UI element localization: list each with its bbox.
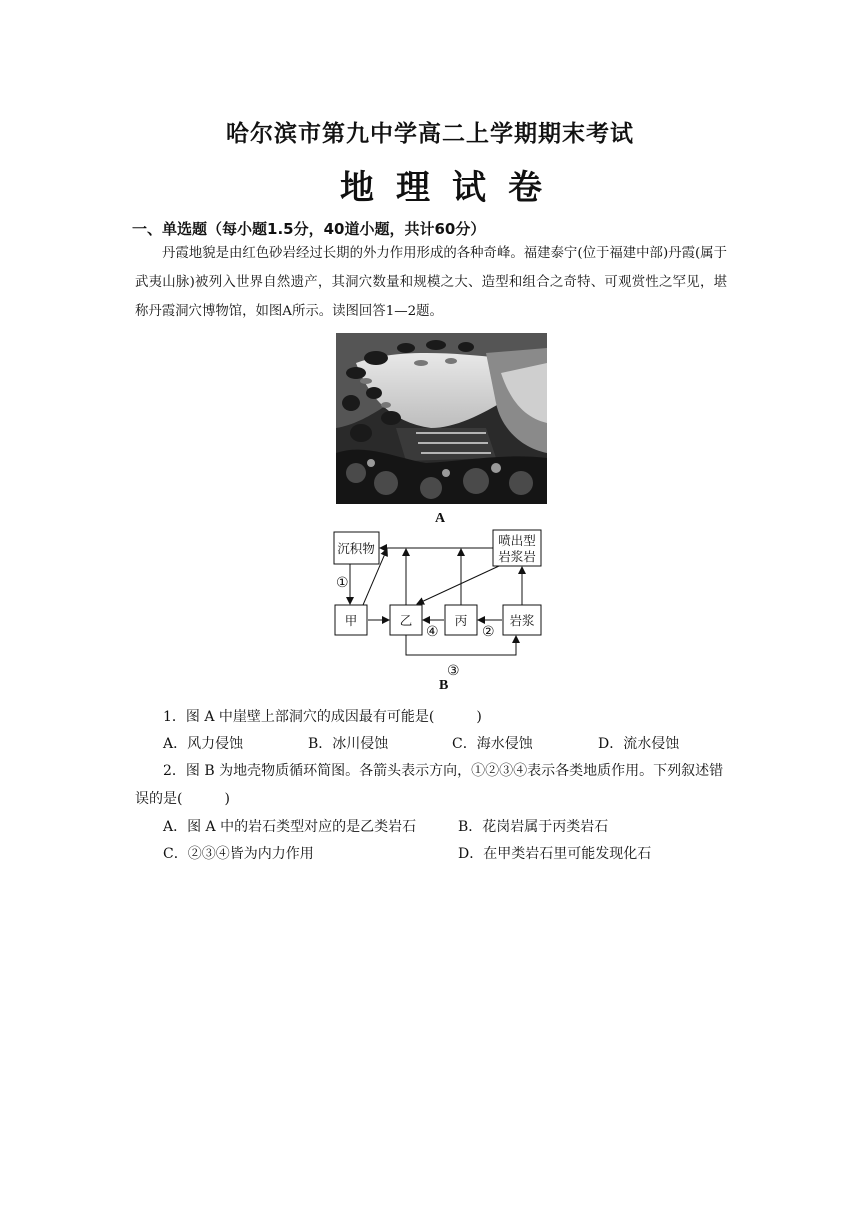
figure-b-caption: B bbox=[439, 678, 449, 693]
question-2-option-c: C．②③④皆为内力作用 bbox=[163, 846, 314, 862]
label-jia: 甲 bbox=[344, 613, 358, 628]
label-extrusive-2: 岩浆岩 bbox=[498, 549, 536, 564]
question-2-option-d: D．在甲类岩石里可能发现化石 bbox=[458, 846, 652, 862]
question-1-stem: 1．图 A 中崖壁上部洞穴的成因最有可能是( ) bbox=[163, 709, 482, 725]
process-4: ④ bbox=[426, 624, 439, 640]
question-1-option-a: A．风力侵蚀 bbox=[163, 736, 244, 752]
label-extrusive-1: 喷出型 bbox=[498, 533, 536, 548]
subject-title: 地理试卷 bbox=[340, 168, 564, 208]
question-1-option-c: C．海水侵蚀 bbox=[452, 736, 533, 752]
label-bing: 丙 bbox=[454, 613, 468, 628]
question-2-stem-line2: 误的是( ) bbox=[135, 791, 230, 807]
question-1-option-b: B．冰川侵蚀 bbox=[308, 736, 389, 752]
label-yi: 乙 bbox=[399, 613, 413, 628]
question-2-option-b: B．花岗岩属于丙类岩石 bbox=[458, 819, 609, 835]
rock-cycle-diagram bbox=[325, 525, 555, 695]
process-3: ③ bbox=[447, 663, 460, 679]
school-title: 哈尔滨市第九中学高二上学期期末考试 bbox=[226, 121, 634, 147]
figure-a-caption: A bbox=[435, 511, 446, 526]
danxia-cave-photo bbox=[336, 333, 547, 504]
question-2-stem-line1: 2．图 B 为地壳物质循环简图。各箭头表示方向，①②③④表示各类地质作用。下列叙述错 bbox=[163, 763, 724, 779]
question-1-option-d: D．流水侵蚀 bbox=[598, 736, 680, 752]
process-2: ② bbox=[482, 624, 495, 640]
label-magma: 岩浆 bbox=[509, 613, 535, 628]
process-1: ① bbox=[336, 575, 349, 591]
question-2-option-a: A．图 A 中的岩石类型对应的是乙类岩石 bbox=[163, 819, 417, 835]
label-sediment: 沉积物 bbox=[337, 541, 375, 556]
section-heading: 一、单选题（每小题1.5分，40道小题，共计60分） bbox=[132, 220, 486, 238]
reading-passage: 丹霞地貌是由红色砂岩经过长期的外力作用形成的各种奇峰。福建泰宁(位于福建中部)丹霞(属于武夷山脉)被列入世界自然遗产，其洞穴数量和规模之大、造型和组合之奇特、可观赏性之罕见，堪称丹霞洞穴博物馆，如图A所示。读图回答1—2题。 bbox=[135, 246, 727, 319]
